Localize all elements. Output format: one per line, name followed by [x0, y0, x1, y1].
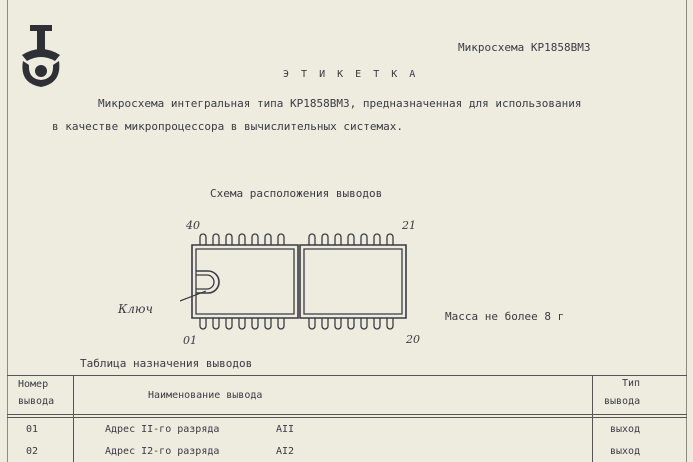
row-number: 02 — [26, 446, 39, 457]
pinout-caption: Схема расположения выводов — [210, 187, 383, 200]
row-number: 01 — [26, 424, 39, 435]
header-name: Наименование вывода — [148, 390, 263, 401]
row-type: выход — [610, 446, 641, 457]
bottom-pin-row — [200, 318, 393, 329]
row-type: выход — [610, 424, 641, 435]
manufacturer-logo-icon — [20, 25, 82, 91]
pin-label-01: 01 — [183, 334, 197, 347]
chip-package-diagram — [180, 215, 430, 340]
pin-label-20: 20 — [406, 333, 420, 346]
label-heading: Э Т И К Е Т К А — [283, 69, 419, 80]
top-pin-row — [200, 234, 393, 245]
description-line-1: Микросхема интегральная типа КР1858ВМ3, предназначенная для использования — [98, 97, 582, 110]
header-type-line1: Тип — [622, 378, 641, 389]
row-signal: AI2 — [276, 446, 295, 457]
key-notch — [196, 271, 219, 293]
row-name: Адрес II-го разряда — [105, 424, 220, 435]
page-right-border — [686, 0, 687, 462]
mass-note: Масса не более 8 г — [445, 310, 565, 323]
header-type-line2: вывода — [604, 396, 641, 407]
document-reference: Микросхема КР1858ВМ3 — [458, 41, 591, 54]
description-line-2: в качестве микропроцессора в вычислительных системах. — [52, 120, 403, 133]
header-number-line2: вывода — [18, 396, 55, 407]
row-signal: AII — [276, 424, 295, 435]
table-title: Таблица назначения выводов — [80, 357, 253, 370]
header-number-line1: Номер — [18, 379, 49, 390]
pin-label-21: 21 — [402, 219, 416, 232]
key-label: Ключ — [118, 302, 153, 316]
key-leader-line — [180, 291, 206, 320]
page-left-border — [7, 0, 8, 462]
pin-label-40: 40 — [186, 219, 200, 232]
row-name: Адрес I2-го разряда — [105, 446, 220, 457]
